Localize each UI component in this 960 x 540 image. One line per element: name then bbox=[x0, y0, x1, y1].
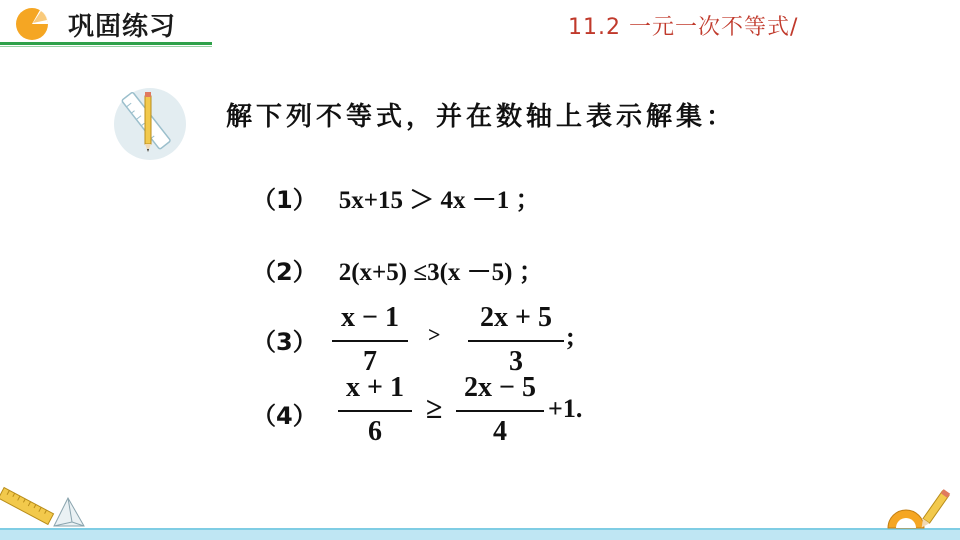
plus-one-tail: +1. bbox=[548, 394, 583, 423]
fraction-right bbox=[456, 372, 544, 448]
protractor-pencil-icon bbox=[884, 486, 960, 532]
problem-expression: 2(x+5) ≤3(x －5) ； bbox=[338, 259, 544, 286]
problem-number: （3） bbox=[252, 328, 317, 356]
denominator: 6 bbox=[368, 416, 382, 447]
problem-1 bbox=[252, 180, 540, 216]
header-underline bbox=[0, 42, 212, 45]
problem-3 bbox=[252, 322, 339, 357]
problem-2 bbox=[252, 252, 544, 288]
numerator: x + 1 bbox=[338, 372, 412, 412]
numerator: 2x − 5 bbox=[456, 372, 544, 412]
problem-number: （2） bbox=[252, 258, 317, 286]
problem-number: （4） bbox=[252, 402, 317, 430]
numerator: x − 1 bbox=[332, 302, 408, 342]
fraction-left bbox=[338, 372, 412, 448]
instruction-text: 解下列不等式，并在数轴上表示解集： bbox=[226, 102, 737, 132]
denominator: 3 bbox=[509, 346, 523, 377]
relation-symbol: ≥ bbox=[426, 392, 443, 425]
problem-4 bbox=[252, 396, 339, 431]
problem-number: （1） bbox=[252, 186, 317, 214]
fraction-right bbox=[468, 302, 564, 378]
pie-chart-icon bbox=[14, 6, 54, 42]
section-title: 11.2 一元一次不等式/ bbox=[568, 15, 799, 40]
ruler-pencil-icon bbox=[112, 86, 188, 162]
denominator: 4 bbox=[493, 416, 507, 447]
page-title: 巩固练习 bbox=[68, 12, 177, 42]
footer-strip bbox=[0, 530, 960, 540]
problem-expression: 5x+15 ＞ 4x －1 ； bbox=[338, 187, 541, 214]
ruler-pyramid-icon bbox=[0, 484, 100, 530]
numerator: 2x + 5 bbox=[468, 302, 564, 342]
relation-symbol: > bbox=[428, 322, 441, 347]
semicolon: ; bbox=[566, 322, 575, 351]
fraction-left bbox=[332, 302, 408, 378]
denominator: 7 bbox=[363, 346, 377, 377]
header-underline-thin bbox=[0, 46, 212, 47]
